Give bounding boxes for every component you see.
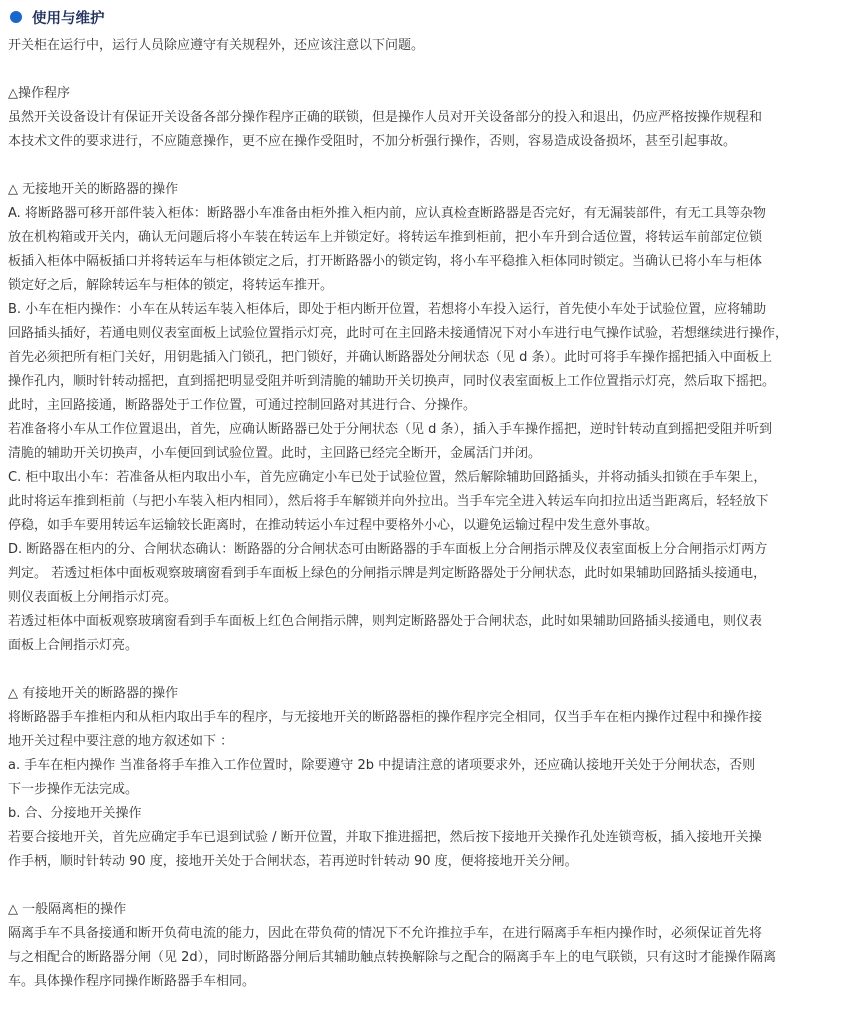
document-page <box>8 0 844 994</box>
paragraph-gap <box>8 874 844 898</box>
text-line: D. 断路器在柜内的分、合闸状态确认：断路器的分合闸状态可由断路器的手车面板上分合闸指示牌及仪表室面板上分合闸指示灯两方 <box>8 542 768 557</box>
text-line: 虽然开关设备设计有保证开关设备各部分操作程序正确的联锁，但是操作人员对开关设备部分的投入和退出，仍应严格按操作规程和 <box>8 110 763 125</box>
text-line: 此时将运车推到柜前（与把小车装入柜内相同），然后将手车解锁并向外拉出。当手车完全进入转运车向扣拉出适当距离后，轻轻放下 <box>8 494 769 509</box>
text-line: 锁定好之后，解除转运车与柜体的锁定，将转运车推开。 <box>8 278 334 293</box>
text-line: 若透过柜体中面板观察玻璃窗看到手车面板上红色合闸指示牌，则判定断路器处于合闸状态，此时如果辅助回路插头接通电，则仪表 <box>8 614 763 629</box>
paragraph-gap <box>8 658 844 682</box>
section-title: 使用与维护 <box>32 10 105 27</box>
paragraph-gap <box>8 58 844 82</box>
text-line: 车。具体操作程序同操作断路器手车相同。 <box>8 974 256 989</box>
text-line: △ 无接地开关的断路器的操作 <box>8 182 179 197</box>
text-line: 则仪表面板上分闸指示灯亮。 <box>8 590 178 605</box>
text-line: 面板上合闸指示灯亮。 <box>8 638 139 653</box>
paragraph-gap <box>8 154 844 178</box>
text-line: 首先必须把所有柜门关好，用钥匙插入门锁孔，把门锁好，并确认断路器处分闸状态（见 d 条）。此时可将手车操作摇把插入中面板上 <box>8 350 773 365</box>
text-line: 操作孔内，顺时针转动摇把，直到摇把明显受阻并听到清脆的辅助开关切换声，同时仪表室面板上工作位置指示灯亮，然后取下摇把。 <box>8 374 776 389</box>
section-heading <box>8 0 844 34</box>
bullet-dot-icon <box>10 11 22 23</box>
text-line: 下一步操作无法完成。 <box>8 782 139 797</box>
text-line: 板插入柜体中隔板插口并将转运车与柜体锁定之后，打开断路器小的锁定钩，将小车平稳推入柜体同时锁定。当确认已将小车与柜体 <box>8 254 763 269</box>
text-line: 回路插头插好，若通电则仪表室面板上试验位置指示灯亮，此时可在主回路未接通情况下对小车进行电气操作试验，若想继续进行操作， <box>8 326 789 341</box>
text-line: 与之相配合的断路器分闸（见 2d），同时断路器分闸后其辅助触点转换解除与之配合的隔离手车上的电气联锁，只有这时才能操作隔离 <box>8 950 777 965</box>
text-line: △ 一般隔离柜的操作 <box>8 902 127 917</box>
document-body <box>8 34 844 994</box>
text-line: C. 柜中取出小车：若准备从柜内取出小车，首先应确定小车已处于试验位置，然后解除辅助回路插头，并将动插头扣锁在手车架上， <box>8 470 767 485</box>
text-line: 若准备将小车从工作位置退出，首先，应确认断路器已处于分闸状态（见 d 条），插入手车操作摇把，逆时针转动直到摇把受阻并听到 <box>8 422 773 437</box>
text-line: B. 小车在柜内操作：小车在从转运车装入柜体后，即处于柜内断开位置，若想将小车投入运行，首先使小车处于试验位置，应将辅助 <box>8 302 767 317</box>
text-line: b. 合、分接地开关操作 <box>8 806 142 821</box>
text-line: 停稳，如手车要用转运车运输较长距离时，在推动转运小车过程中要格外小心，以避免运输过程中发生意外事故。 <box>8 518 659 533</box>
text-line: 若要合接地开关，首先应确定手车已退到试验 / 断开位置，并取下推进摇把，然后按下接地开关操作孔处连锁弯板，插入接地开关操 <box>8 830 762 845</box>
text-line: △操作程序 <box>8 86 70 101</box>
text-line: △ 有接地开关的断路器的操作 <box>8 686 179 701</box>
text-line: a. 手车在柜内操作 当准备将手车推入工作位置时，除要遵守 2b 中提请注意的诸项要求外，还应确认接地开关处于分闸状态，否则 <box>8 758 756 773</box>
text-line: 清脆的辅助开关切换声，小车便回到试验位置。此时，主回路已经完全断开，金属活门并闭。 <box>8 446 542 461</box>
text-line: 判定。 若透过柜体中面板观察玻璃窗看到手车面板上绿色的分闸指示牌是判定断路器处于分闸状态，此时如果辅助回路插头接通电， <box>8 566 767 581</box>
text-line: 放在机构箱或开关内，确认无问题后将小车装在转运车上并锁定好。将转运车推到柜前，把小车升到合适位置，将转运车前部定位锁 <box>8 230 763 245</box>
text-line: A. 将断路器可移开部件装入柜体：断路器小车准备由柜外推入柜内前，应认真检查断路器是否完好，有无漏装部件，有无工具等杂物 <box>8 206 766 221</box>
text-line: 隔离手车不具备接通和断开负荷电流的能力，因此在带负荷的情况下不允许推拉手车，在进行隔离手车柜内操作时，必须保证首先将 <box>8 926 763 941</box>
text-line: 地开关过程中要注意的地方叙述如下 ： <box>8 734 234 749</box>
text-line: 开关柜在运行中，运行人员除应遵守有关规程外，还应该注意以下问题。 <box>8 38 425 53</box>
text-line: 此时，主回路接通，断路器处于工作位置，可通过控制回路对其进行合、分操作。 <box>8 398 477 413</box>
text-line: 本技术文件的要求进行，不应随意操作，更不应在操作受阻时，不加分析强行操作，否则，容易造成设备损坏，甚至引起事故。 <box>8 134 737 149</box>
text-line: 作手柄，顺时针转动 90 度，接地开关处于合闸状态，若再逆时针转动 90 度，便将接地开关分闸。 <box>8 854 578 869</box>
text-line: 将断路器手车推柜内和从柜内取出手车的程序，与无接地开关的断路器柜的操作程序完全相同，仅当手车在柜内操作过程中和操作接 <box>8 710 763 725</box>
